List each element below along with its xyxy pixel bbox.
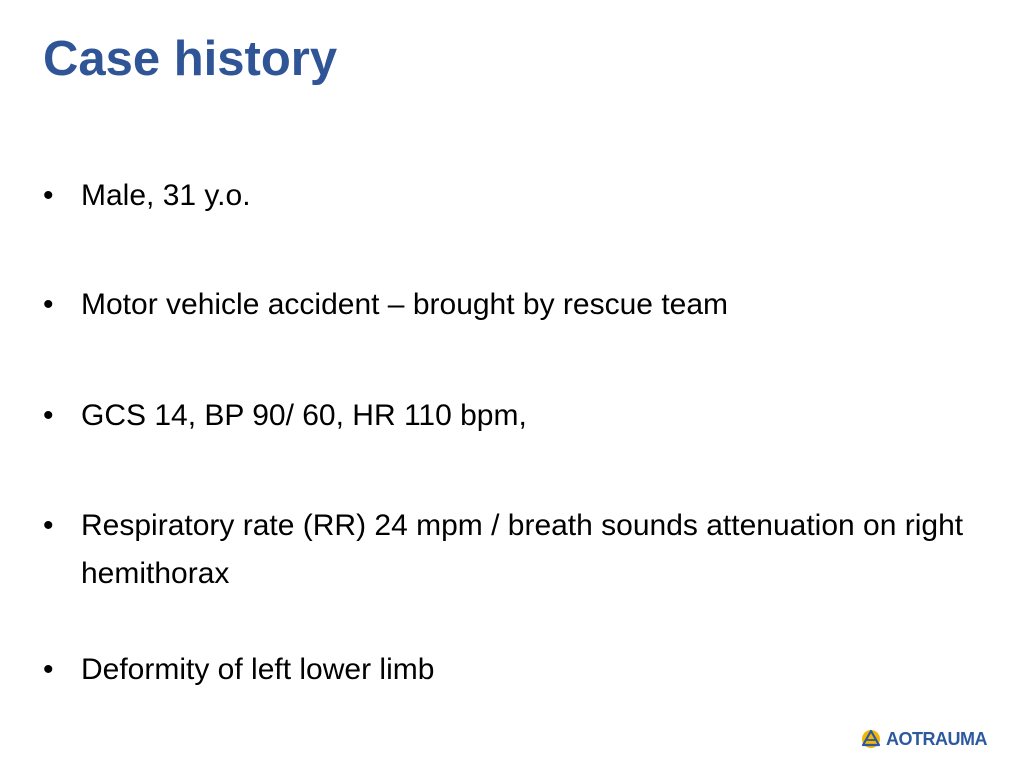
- slide-title: Case history: [43, 32, 338, 86]
- list-item: [43, 281, 983, 329]
- bullet-text: GCS 14, BP 90/ 60, HR 110 bpm,: [81, 399, 527, 432]
- bullet-text: Deformity of left lower limb: [81, 653, 435, 686]
- list-item: [43, 172, 983, 220]
- aotrauma-logo: [858, 726, 987, 752]
- list-item: [43, 392, 983, 440]
- logo-text: [886, 727, 987, 751]
- bullet-text: Respiratory rate (RR) 24 mpm / breath sounds attenuation on right hemithorax: [81, 509, 964, 590]
- bullet-icon: •: [43, 509, 54, 542]
- bullet-icon: •: [43, 179, 54, 212]
- logo-trauma: TRAUMA: [912, 729, 987, 749]
- bullet-text: Motor vehicle accident – brought by rescue team: [81, 288, 729, 321]
- bullet-text: Male, 31 y.o.: [81, 179, 251, 212]
- bullet-icon: •: [43, 288, 54, 321]
- logo-ao: AO: [886, 729, 912, 749]
- list-item: [43, 502, 983, 598]
- list-item: [43, 646, 983, 694]
- ao-globe-icon: [858, 727, 882, 751]
- bullet-icon: •: [43, 399, 54, 432]
- bullet-icon: •: [43, 653, 54, 686]
